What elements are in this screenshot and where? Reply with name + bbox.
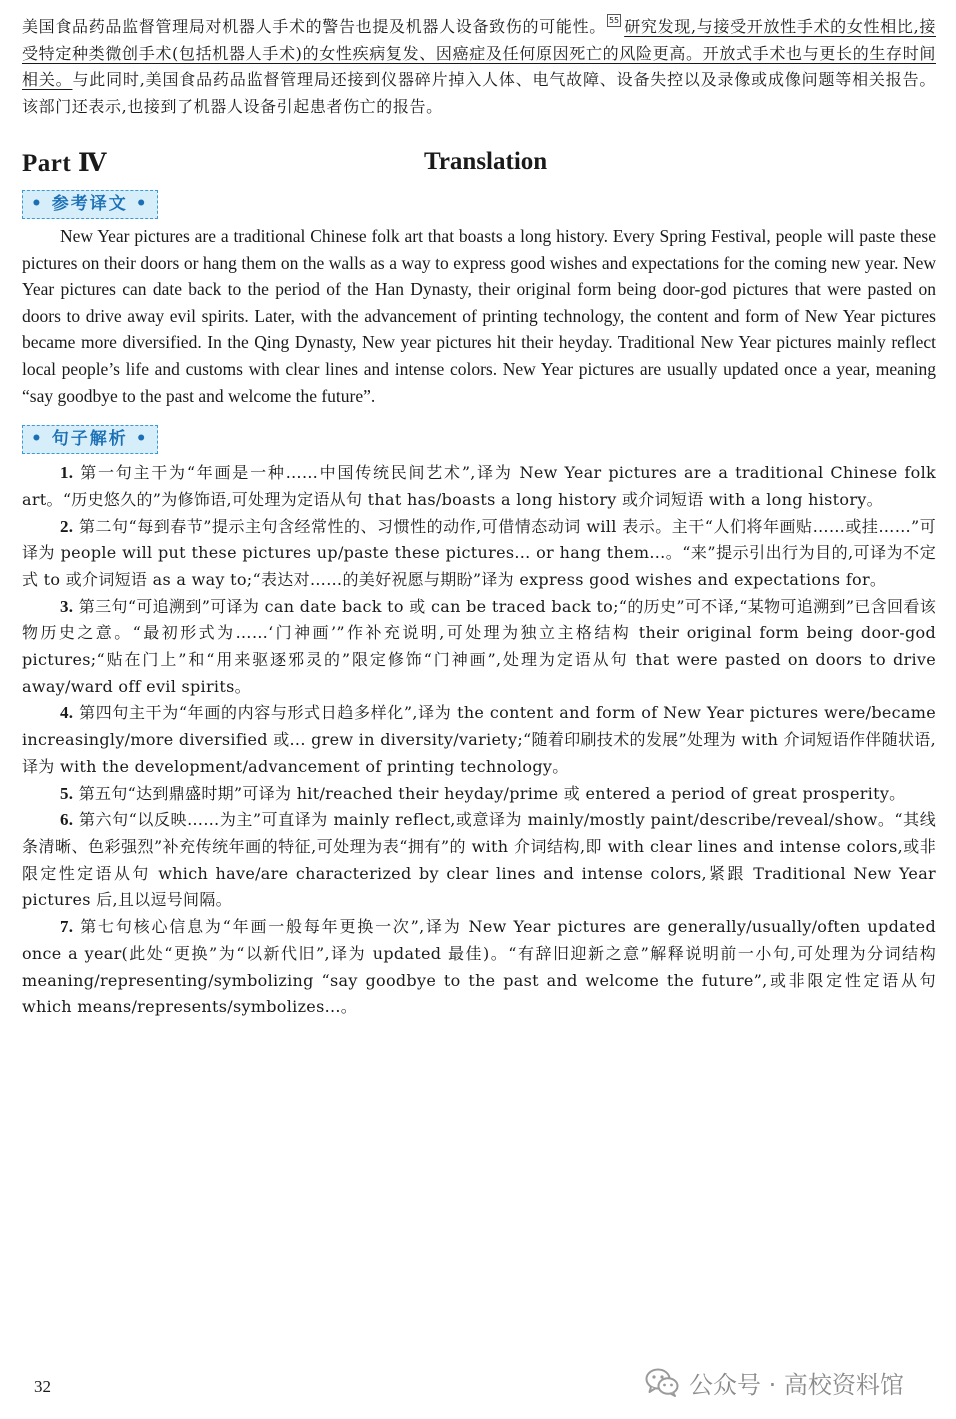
analysis-item-text: 第三句“可追溯到”可译为 can date back to 或 can be traced back to;“的历史”可不译,“某物可追溯到”已含回看该物历史之意。“最初形式为……‘门神画’”作补充说明,可处理为独立主格结构 their original form being door-god pictures;“贴在门上”和“用来驱逐邪灵的”限定修饰“门神画”,处理为定语从句 that were pasted on doors to drive away/ward off evil spirits。	[22, 596, 936, 696]
analysis-item	[22, 514, 936, 594]
analysis-item	[22, 914, 936, 1021]
sentence-analysis-tag: • 句子解析 •	[22, 425, 158, 454]
analysis-item-number: 5.	[60, 783, 74, 803]
watermark-text: 公众号 · 高校资料馆	[689, 1370, 904, 1399]
analysis-item-text: 第二句“每到春节”提示主句含经常性的、习惯性的动作,可借情态动词 will 表示。主干“人们将年画贴……或挂……”可译为 people will put these pictures up/paste these pictures... or hang them...。“来”提示引出行为目的,可译为不定式 to 或介词短语 as a way to;“表达对……的美好祝愿与期盼”译为 express good wishes and expectations for。	[22, 516, 936, 589]
part-label: Part Ⅳ	[22, 150, 107, 177]
analysis-item-text: 第四句主干为“年画的内容与形式日趋多样化”,译为 the content and form of New Year pictures were/became increasingly/more diversified 或... grew in diversity/variety;“随着印刷技术的发展”处理为 with 介词短语作伴随状语,译为 with the development/advancement of printing technology。	[22, 703, 936, 776]
analysis-item	[22, 460, 936, 513]
analysis-item-text: 第五句“达到鼎盛时期”可译为 hit/reached their heyday/prime 或 entered a period of great prosperity。	[78, 783, 906, 803]
analysis-item	[22, 807, 936, 914]
analysis-item-number: 2.	[60, 516, 74, 536]
analysis-item	[22, 594, 936, 701]
reference-marker: 55	[608, 16, 620, 25]
analysis-item-text: 第六句“以反映……为主”可直译为 mainly reflect,或意译为 mainly/mostly paint/describe/reveal/show。“其线条清晰、色彩强烈”补充传统年画的特征,可处理为表“拥有”的 with 介词结构,即 with clear lines and intense colors,或非限定性定语从句 which have/are characterized by clear lines and intense colors,紧跟 Traditional New Year pictures 后,且以逗号间隔。	[22, 810, 936, 910]
page-number: 32	[34, 1377, 51, 1396]
analysis-item-number: 1.	[60, 463, 74, 483]
reference-translation-text: New Year pictures are a traditional Chinese folk art that boasts a long history. Every Spring Festival, people will paste these pictures on their doors or hang them on the walls as a way to express good wishes and expectations for the coming new year. New Year pictures can date back to the period of the Han Dynasty, their original form being door-god pictures that were pasted on doors to drive away evil spirits. Later, with the advancement of printing technology, the content and form of New Year pictures became more diversified. In the Qing Dynasty, New year pictures hit their heyday. Traditional New Year pictures mainly reflect local people’s life and customs with clear lines and intense colors. New Year pictures are usually updated once a year, meaning “say goodbye to the past and welcome the future”.	[22, 226, 936, 406]
intro-paragraph	[22, 14, 936, 120]
analysis-item-text: 第一句主干为“年画是一种……中国传统民间艺术”,译为 New Year pictures are a traditional Chinese folk art。“历史悠久的”为修饰语,可处理为定语从句 that has/boasts a long history 或介词短语 with a long history。	[22, 463, 936, 509]
intro-text-a: 美国食品药品监督管理局对机器人手术的警告也提及机器人设备致伤的可能性。	[22, 17, 606, 36]
sentence-analysis-list	[22, 460, 936, 1021]
reference-translation-tag: • 参考译文 •	[22, 190, 158, 219]
intro-text-b: 与此同时,美国食品药品监督管理局还接到仪器碎片掉入人体、电气故障、设备失控以及录像或成像问题等相关报告。该部门还表示,也接到了机器人设备引起患者伤亡的报告。	[22, 70, 936, 116]
part-heading	[22, 148, 936, 184]
wechat-icon	[645, 1367, 679, 1397]
analysis-item	[22, 700, 936, 780]
analysis-item-number: 7.	[60, 917, 74, 937]
analysis-item-text: 第七句核心信息为“年画一般每年更换一次”,译为 New Year pictures are generally/usually/often updated once a year(此处“更换”为“以新代旧”,译为 updated 最佳)。“有辞旧迎新之意”解释说明前一小句,可处理为分词结构 meaning/representing/symbolizing “say goodbye to the past and welcome the future”,或非限定性定语从句 which means/represents/symbolizes...。	[22, 917, 936, 1017]
analysis-item-number: 6.	[60, 810, 74, 830]
analysis-item	[22, 781, 936, 808]
intro-underlined-text: 研究发现,与接受开放性手术的女性相比,接受特定种类微创手术(包括机器人手术)的女性疾病复发、因癌症及任何原因死亡的风险更高。开放式手术也与更长的生存时间相关。	[22, 17, 936, 89]
watermark	[645, 1364, 904, 1400]
analysis-item-number: 3.	[60, 596, 74, 616]
part-title: Translation	[424, 148, 548, 175]
analysis-item-number: 4.	[60, 703, 74, 723]
page-content	[22, 14, 936, 1021]
